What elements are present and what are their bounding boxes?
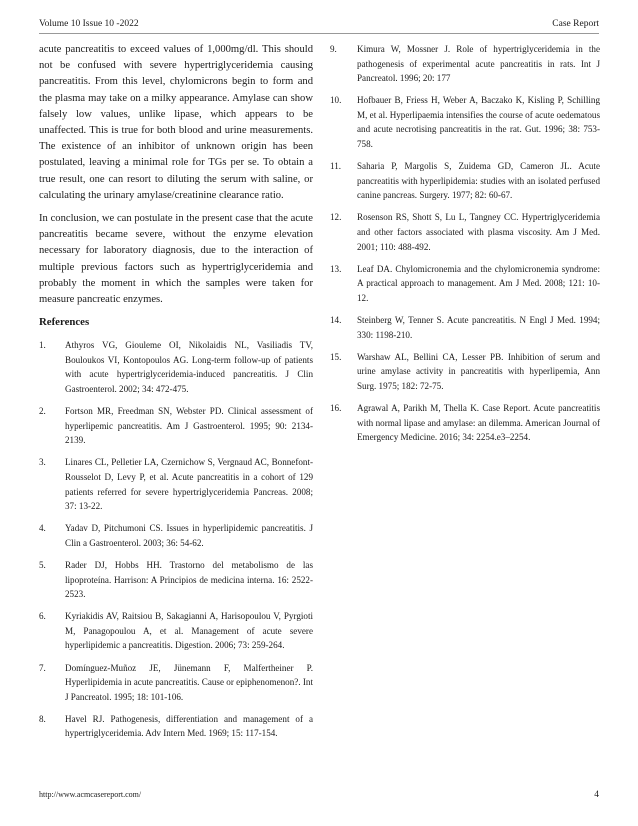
reference-item: [39, 609, 313, 653]
reference-number: 5.: [39, 559, 46, 570]
reference-number: 6.: [39, 611, 46, 622]
reference-text: Linares CL, Pelletier LA, Czernichow S, Vergnaud AC, Bonnefont-Rousselot D, Levy P, et al. Acute pancreatitis in a cohort of 129 patients referred for severe hypertriglyceridemia Pancreas. 2008; 37: 13-22.: [65, 457, 313, 512]
reference-number: 11.: [330, 161, 342, 172]
page-header: [39, 19, 599, 33]
reference-number: 15.: [330, 351, 342, 362]
body-paragraph: acute pancreatitis to exceed values of 1,000mg/dl. This should not be confused with severe hypertriglyceridemia causing pancreatitis. From this level, chylomicrons begin to form and the plasma may take on a milky appearance. Amylase can show falsely low values, unlike lipase, which appears to be unaffected. This is true for both blood and urine measurements. The existence of an inhibitor of unknown origin has been postulated, leaving a minimal role for TGs per se. To obtain a true result, one can resort to diluting the serum with saline, or calculating the urinary amylase/creatinine clearance ratio.: [39, 44, 313, 201]
reference-text: Yadav D, Pitchumoni CS. Issues in hyperlipidemic pancreatitis. J Clin a Gastroenterol. 2003; 36: 54-62.: [65, 523, 313, 548]
right-column: [330, 42, 600, 452]
reference-number: 13.: [330, 263, 342, 274]
reference-item: [39, 661, 313, 705]
reference-text: Agrawal A, Parikh M, Thella K. Case Report. Acute pancreatitis with normal lipase and amylase: an dilemma. American Journal of Emergency Medicine. 2016; 34: 2254.e3–2254.: [357, 402, 600, 443]
reference-item: [330, 159, 600, 203]
references-heading: References: [39, 316, 90, 329]
reference-item: [39, 521, 313, 550]
page-number: 4: [594, 790, 599, 800]
reference-number: 8.: [39, 713, 46, 724]
reference-text: Steinberg W, Tenner S. Acute pancreatitis. N Engl J Med. 1994; 330: 1198-210.: [357, 315, 600, 340]
reference-item: [39, 455, 313, 513]
article-type: Case Report: [552, 19, 599, 29]
left-column: [39, 42, 313, 749]
body-paragraph: In conclusion, we can postulate in the present case that the acute pancreatitis became severe, without the enzyme elevation necessary for laboratory diagnosis, due to the interaction of multiple previous factors such as hypertriglyceridemia and probably the moment in which the samples were taken for measure pancreatic enzymes.: [39, 213, 313, 306]
reference-text: Havel RJ. Pathogenesis, differentiation and management of a hypertriglyceridemia. Adv Intern Med. 1969; 15: 117-154.: [65, 713, 313, 739]
reference-item: [330, 401, 600, 445]
reference-text: Warshaw AL, Bellini CA, Lesser PB. Inhibition of serum and urine amylase activity in pancreatitis with hyperlipemia, Ann Surg. 1975; 182: 72-75.: [357, 351, 600, 391]
footer-url-link[interactable]: http://www.acmcasereport.com/: [39, 790, 142, 799]
reference-number: 4.: [39, 523, 46, 534]
reference-item: [39, 338, 313, 396]
page-footer: [39, 790, 599, 800]
reference-text: Hofbauer B, Friess H, Weber A, Baczako K, Kisling P, Schilling M, et al. Hyperlipaemia intensifies the course of acute oedematous and acute necrotising pancreatitis in the rat. Gut. 1996; 38: 753-758.: [357, 95, 600, 150]
reference-number: 3.: [39, 457, 46, 468]
reference-number: 10.: [330, 95, 342, 106]
reference-text: Domínguez-Muñoz JE, Jünemann F, Malfertheiner P. Hyperlipidemia in acute pancreatitis. Cause or epiphenomenon?. Int J Pancreatol. 1995; 18: 101-106.: [65, 662, 313, 702]
reference-number: 9.: [330, 44, 337, 54]
reference-number: 12.: [330, 212, 342, 223]
reference-number: 1.: [39, 340, 46, 351]
reference-text: Rosenson RS, Shott S, Lu L, Tangney CC. Hypertriglyceridemia and other factors associated with plasma viscosity. Am J Med. 2001; 110: 488-492.: [357, 212, 600, 252]
reference-item: [39, 712, 313, 741]
reference-number: 2.: [39, 406, 46, 417]
reference-number: 16.: [330, 402, 342, 413]
reference-item: [330, 350, 600, 394]
reference-text: Kyriakidis AV, Raitsiou B, Sakagianni A, Harisopoulou V, Pyrgioti M, Panagopoulou A, et al. Management of acute severe hyperlipidemic a pancreatitis. Digestion. 2006; 73: 259-264.: [65, 611, 313, 651]
reference-text: Fortson MR, Freedman SN, Webster PD. Clinical assessment of hyperlipemic pancreatitis. Am J Gastroenterol. 1995; 90: 2134-2139.: [65, 406, 313, 446]
reference-item: [330, 42, 600, 86]
reference-text: Leaf DA. Chylomicronemia and the chylomicronemia syndrome: A practical approach to management. Am J Med. 2008; 121: 10-12.: [357, 263, 600, 303]
reference-item: [330, 210, 600, 254]
reference-text: Saharia P, Margolis S, Zuidema GD, Cameron JL. Acute pancreatitis with hyperlipidemia: studies with an isolated perfused canine pancreas. Surgery. 1977; 82: 60-67.: [357, 161, 600, 201]
reference-item: [330, 262, 600, 306]
reference-text: Rader DJ, Hobbs HH. Trastorno del metabolismo de las lipoproteína. Harrison: A Principios de medicina interna. 16: 2522-2523.: [65, 559, 313, 600]
header-divider: [39, 33, 599, 34]
reference-item: [330, 93, 600, 151]
reference-text: Kimura W, Mossner J. Role of hypertriglyceridemia in the pathogenesis of experimental acute pancreatitis in rats. Int J Pancreatol. 1996; 20: 177: [357, 44, 600, 84]
reference-item: [39, 404, 313, 448]
reference-text: Athyros VG, Giouleme OI, Nikolaidis NL, Vasiliadis TV, Bouloukos VI, Kontopoulos AG. Long-term follow-up of patients with acute hypertriglyceridemia-induced pancreatitis. J Clin Gastroenterol. 2002; 34: 472-475.: [65, 340, 313, 395]
journal-volume: Volume 10 Issue 10 -2022: [39, 19, 139, 29]
reference-item: [39, 558, 313, 602]
reference-number: 14.: [330, 315, 342, 325]
reference-number: 7.: [39, 662, 46, 673]
reference-item: [330, 313, 600, 342]
